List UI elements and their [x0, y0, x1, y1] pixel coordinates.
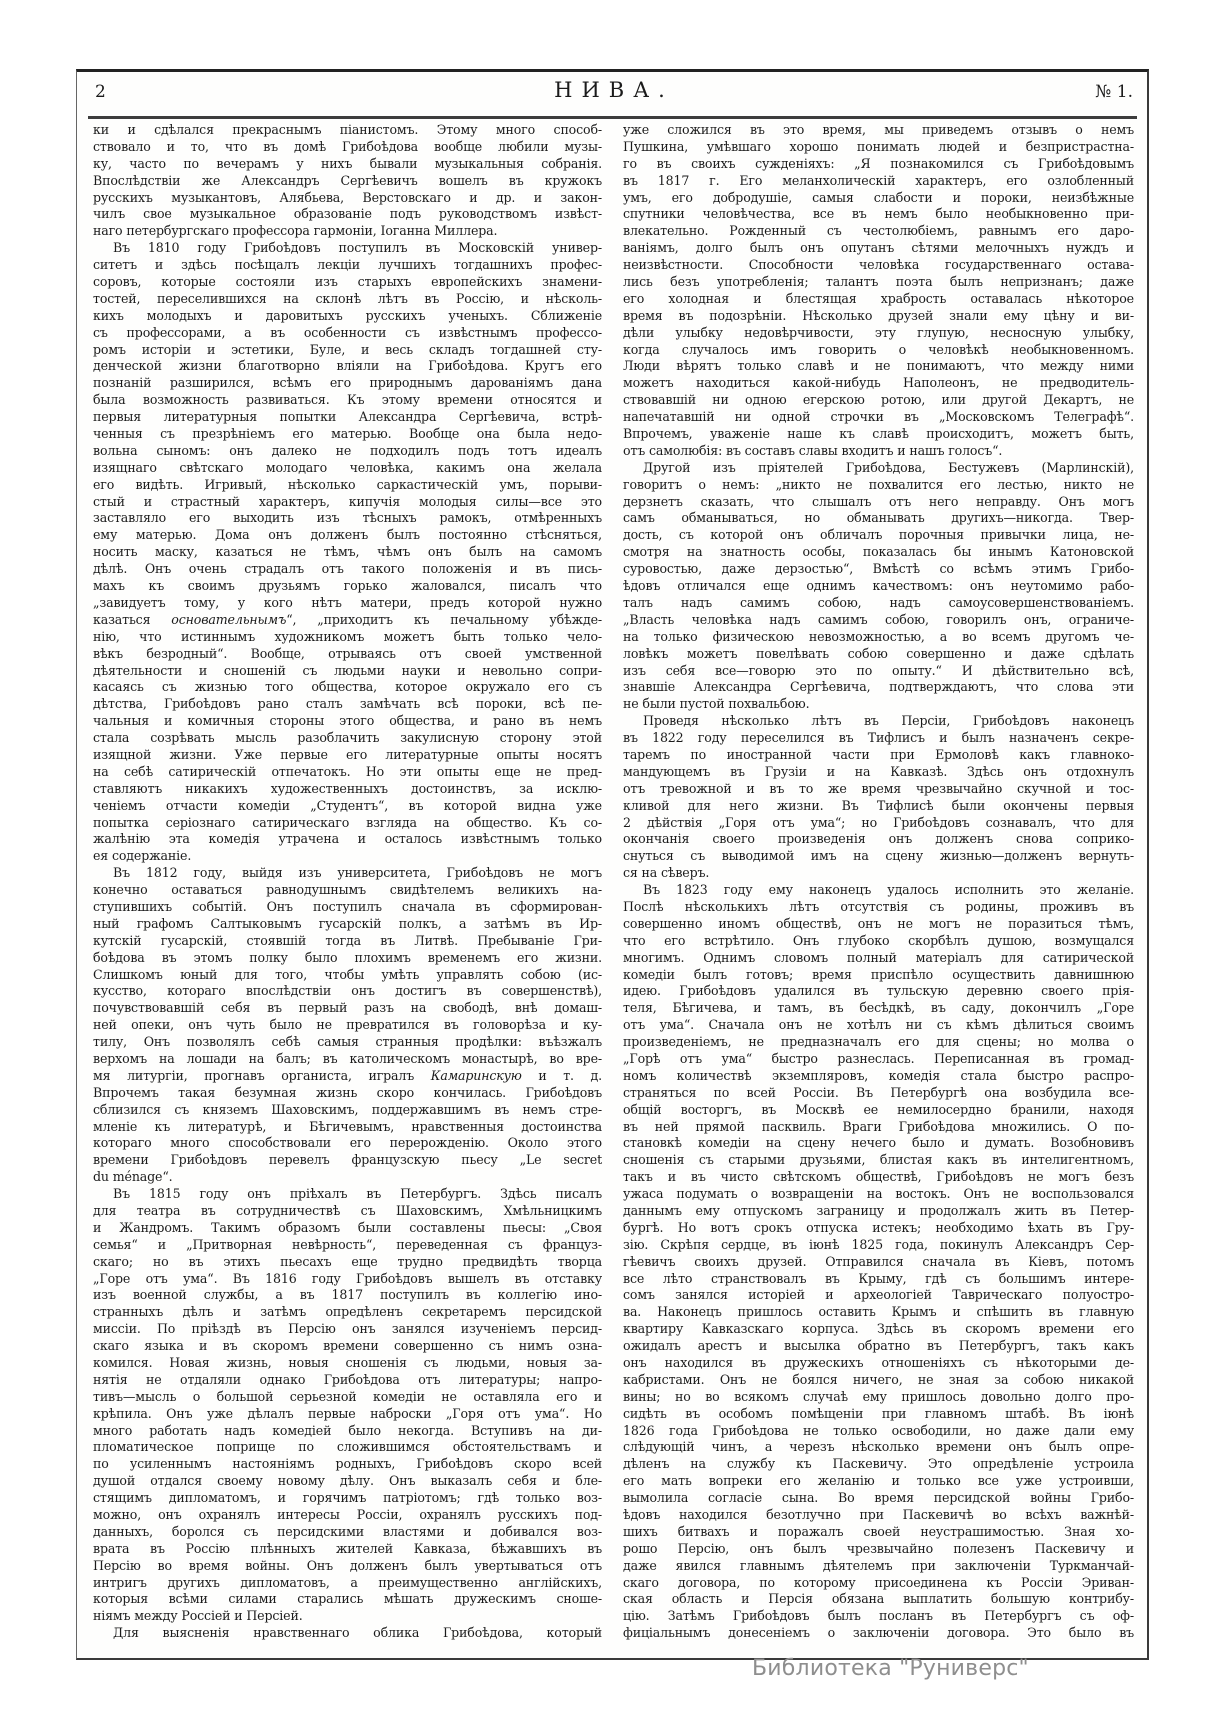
- text-line: сомъ занялся исторіей и археологіей Таврическаго полуостро-: [623, 1287, 1134, 1303]
- text-line: денческой жизни благотворно вліяли на Грибоѣдова. Кругъ его: [93, 358, 602, 374]
- text-line: шихъ битвахъ и поражалъ своей неустрашимостью. Зная хо-: [623, 1523, 1134, 1539]
- text-line: произведеніемъ, не предназначалъ его для сцены; но молва о: [623, 1034, 1134, 1050]
- text-line: кутскій гусарскій, стоявшій тогда въ Литвѣ. Пребываніе Гри-: [93, 932, 602, 948]
- text-line: кабристами. Онъ не боялся ничего, не зная за собою никакой: [623, 1371, 1134, 1387]
- text-line: можетъ находиться какой-нибудь Наполеонъ, не предводитель-: [623, 375, 1134, 391]
- text-line: ожидалъ арестъ и высылка обратно въ Петербургъ, такъ какъ: [623, 1338, 1134, 1354]
- text-line: ся на сѣверъ.: [623, 865, 710, 881]
- header-rule: [88, 116, 1137, 119]
- text-line: его мать вопреки его желанію и только все уже устроивши,: [623, 1473, 1134, 1489]
- text-line: суровостью, даже дерзостью“, Вмѣстѣ со всѣмъ этимъ Грибо-: [623, 561, 1134, 577]
- text-line: на себѣ сатирическій отпечатокъ. Но эти опыты еще не пред-: [93, 763, 602, 779]
- text-line: вольна сыномъ: онъ далеко не подходилъ подъ тотъ идеалъ: [93, 442, 602, 458]
- text-line: дость, съ которой онъ обличалъ порочныя привычки лица, не-: [623, 527, 1134, 543]
- text-line: миссіи. По пріѣздѣ въ Персію онъ занялся изученіемъ персид-: [93, 1321, 602, 1337]
- text-line: Персію во время войны. Онъ долженъ былъ увертываться отъ: [93, 1557, 602, 1573]
- text-line: Въ 1815 году онъ пріѣхалъ въ Петербургъ. Здѣсь писалъ: [113, 1186, 602, 1202]
- text-line: изъ себя все—говорю это по опыту.“ И дѣйствительно всѣ,: [623, 662, 1134, 678]
- text-line: спутники человѣчества, все въ немъ было необыкновенно при-: [623, 206, 1134, 222]
- text-line: вымолила согласіе сына. Во время персидской войны Грибо-: [623, 1490, 1134, 1506]
- text-line: рошо Персію, онъ былъ чрезвычайно полезенъ Паскевичу и: [623, 1540, 1134, 1556]
- text-line: бургѣ. Но вотъ срокъ отпуска истекъ; необходимо ѣхать въ Гру-: [623, 1219, 1134, 1235]
- text-line: чилъ свое музыкальное образованіе подъ руководствомъ извѣст-: [93, 206, 602, 222]
- text-line: почувствовавшій себя въ первый разъ на свободѣ, внѣ домаш-: [93, 1000, 602, 1016]
- text-line: дѣлѣ. Онъ очень страдалъ отъ такого положенія и въ пись-: [93, 561, 602, 577]
- text-line: гѣевичъ своихъ друзей. Отправился сначала въ Кіевъ, потомъ: [623, 1253, 1134, 1269]
- text-line: его видѣть. Игривый, нѣсколько саркастическій умъ, порыви-: [93, 476, 602, 492]
- text-line: познаній разширился, всѣмъ его природнымъ дарованіямъ дана: [93, 375, 602, 391]
- text-line: многимъ. Однимъ словомъ полный матеріалъ для сатирической: [623, 949, 1134, 965]
- text-line: лись безъ употребленія; талантъ поэта былъ непризнанъ; даже: [623, 274, 1134, 290]
- text-line: тивъ—мысль о большой серьезной комедіи не оставляла его и: [93, 1388, 602, 1404]
- text-line: напечатавшій ни одной строчки въ „Московскомъ Телеграфѣ“.: [623, 409, 1134, 425]
- text-line: попытка серіознаго сатирическаго взгляда на общество. Къ со-: [93, 814, 602, 830]
- text-line: время въ подозрѣніи. Нѣсколько друзей знали ему цѣну и ви-: [623, 307, 1134, 323]
- text-line: ку, часто по вечерамъ у нихъ бывали музыкальныя собранія.: [93, 155, 602, 171]
- text-line: въ ней прямой пасквиль. Враги Грибоѣдова множились. О по-: [623, 1118, 1134, 1134]
- text-line: кусство, котораго впослѣдствіи онъ достигъ въ совершенствѣ),: [93, 983, 602, 999]
- text-line: касаясь съ жизнью того общества, которое окружало его съ: [93, 679, 602, 695]
- text-line: квартиру Кавказскаго корпуса. Здѣсь въ скоромъ времени его: [623, 1321, 1134, 1337]
- text-line: первыя литературныя попытки Александра Сергѣевича, встрѣ-: [93, 409, 602, 425]
- text-line: верхомъ на лошади на балъ; въ католическомъ монастырѣ, во вре-: [93, 1050, 602, 1066]
- text-line: „Горе отъ ума“. Въ 1816 году Грибоѣдовъ вышелъ въ отставку: [93, 1270, 602, 1286]
- text-line: что его встрѣтило. Онъ глубоко скорбѣлъ душою, возмущался: [623, 932, 1134, 948]
- text-line: фиціальнымъ донесеніемъ о заключеніи договора. Это было въ: [623, 1625, 1134, 1641]
- text-line: душой отдался своему новому дѣлу. Онъ выказалъ себя и бле-: [93, 1473, 602, 1489]
- text-line: была возможность развиваться. Къ этому времени относятся и: [93, 392, 602, 408]
- text-line: сидѣть въ особомъ помѣщеніи при главномъ штабѣ. Въ іюнѣ: [623, 1405, 1134, 1421]
- text-line: умъ, его добродушіе, самыя слабости и пороки, неизбѣжные: [623, 189, 1134, 205]
- text-line: ніямъ между Россіей и Персіей.: [93, 1608, 303, 1624]
- text-line: казаться основательнымъ“, „приходитъ къ печальному убѣжде-: [93, 611, 602, 627]
- text-line: пломатическое поприще по сложившимся обстоятельствамъ и: [93, 1439, 602, 1455]
- text-line: махъ къ своимъ друзьямъ горько жаловался, писалъ что: [93, 578, 602, 594]
- text-line: ченіемъ отчасти комедіи „Студентъ“, въ которой видна уже: [93, 797, 602, 813]
- text-line: даннымъ ему отпускомъ заграницу и продолжалъ жить въ Петер-: [623, 1203, 1134, 1218]
- magazine-title: НИВА.: [554, 78, 674, 102]
- text-line: отъ тревожной и въ то же время чрезвычайно скучной и тос-: [623, 780, 1134, 796]
- text-line: талъ надъ самимъ собою, надъ самоусовершенствованіемъ.: [623, 594, 1134, 610]
- text-line: сблизился съ княземъ Шаховскимъ, поддержавшимъ въ немъ стре-: [93, 1101, 602, 1117]
- text-line: дѣтства, Грибоѣдовъ рано сталъ замѣчать всѣ пороки, всѣ пе-: [93, 696, 602, 712]
- text-line: данныхъ, боролся съ персидскими властями и добивался воз-: [93, 1523, 602, 1539]
- text-line: становкѣ комедіи на сцену нечего было и думать. Возобновивъ: [623, 1135, 1134, 1151]
- text-line: не были пустой похвальбою.: [623, 696, 810, 712]
- text-line: слѣдующій чинъ, а черезъ нѣсколько времени онъ былъ опре-: [623, 1439, 1134, 1455]
- text-line: Впослѣдствіи же Александръ Сергѣевичъ вошелъ въ кружокъ: [93, 172, 602, 188]
- text-line: дѣленъ на службу къ Паскевичу. Это опредѣленіе устроила: [623, 1456, 1134, 1472]
- text-line: комился. Новая жизнь, новыя сношенія съ людьми, новыя за-: [93, 1355, 602, 1371]
- text-line: ченныя съ презрѣніемъ его матерью. Вообще она была недо-: [93, 426, 602, 442]
- text-line: для театра въ сотрудничествѣ съ Шаховскимъ, Хмѣльницкимъ: [93, 1203, 602, 1218]
- text-line: по усиленнымъ настояніямъ родныхъ, Грибоѣдовъ скоро всей: [93, 1456, 602, 1472]
- text-line: дѣятельности и сношеній съ людьми науки и невольно сопри-: [93, 662, 602, 678]
- text-line: крѣпила. Онъ уже дѣлалъ первые наброски „Горя отъ ума“. Но: [93, 1405, 602, 1421]
- text-line: уже сложился въ это время, мы приведемъ отзывъ о немъ: [623, 122, 1134, 137]
- text-line: много работать надъ комедіей было некогда. Вступивъ на ди-: [93, 1422, 602, 1438]
- text-line: интригъ другихъ дипломатовъ, а преимущественно англійскихъ,: [93, 1574, 602, 1590]
- text-line: ствовало и то, что въ домѣ Грибоѣдова вообще любили музы-: [93, 138, 602, 154]
- page-number: 2: [95, 82, 106, 102]
- text-line: ѣдовъ отличался еще однимъ качествомъ: онъ неутомимо рабо-: [623, 578, 1134, 594]
- text-line: ужаса подумать о возвращеніи на востокъ. Онъ не воспользовался: [623, 1186, 1134, 1202]
- text-line: неизвѣстности. Способности человѣка государственнаго остава-: [623, 257, 1134, 273]
- text-line: цію. Затѣмъ Грибоѣдовъ былъ посланъ въ Петербургъ съ оф-: [623, 1608, 1134, 1624]
- text-line: Въ 1810 году Грибоѣдовъ поступилъ въ Московскій универ-: [113, 240, 602, 256]
- text-line: знавшіе Александра Сергѣевича, подтверждаютъ, что слова эти: [623, 679, 1134, 695]
- text-line: „Власть человѣка надъ самимъ собою, говорилъ онъ, ограниче-: [623, 611, 1134, 627]
- text-line: скаго языка и въ скоромъ времени совершенно съ нимъ озна-: [93, 1338, 602, 1354]
- text-line: Впрочемъ, уваженіе наше къ славѣ происходитъ, можетъ быть,: [623, 426, 1134, 442]
- library-watermark: Библиотека "Руниверс": [752, 1656, 1029, 1681]
- text-line: сношенія съ старыми друзьями, блистая какъ въ интелигентномъ,: [623, 1152, 1134, 1168]
- text-line: снуться съ выводимой имъ на сцену жизнью—долженъ вернуть-: [623, 848, 1134, 864]
- text-line: зію. Скрѣпя сердце, въ іюнѣ 1825 года, покинулъ Александръ Сер-: [623, 1236, 1134, 1252]
- text-line: мя литургіи, прогнавъ органиста, игралъ Камаринскую и т. д.: [93, 1067, 602, 1083]
- text-line: „завидуетъ тому, у кого нѣтъ матери, предъ которой нужно: [93, 594, 602, 610]
- text-line: теля, Бѣгичева, и тамъ, въ бесѣдкѣ, въ саду, докончилъ „Горе: [623, 1000, 1134, 1016]
- text-line: дерзнетъ сказать, что слышалъ отъ него неправду. Онъ могъ: [623, 493, 1134, 509]
- text-line: дѣли улыбку недовѣрчивости, эту глупую, несносную улыбку,: [623, 324, 1134, 340]
- text-line: изящной жизни. Уже первые его литературные опыты носятъ: [93, 746, 602, 762]
- text-line: Слишкомъ юный для того, чтобы умѣть управлять собою (ис-: [93, 966, 602, 982]
- text-line: Люди вѣрятъ только славѣ и не понимаютъ, что между ними: [623, 358, 1134, 374]
- text-line: ва. Наконецъ пришлось оставить Крымъ и спѣшить въ главную: [623, 1304, 1134, 1320]
- text-line: когда случалось имъ говорить о человѣкѣ необыкновенномъ.: [623, 341, 1134, 357]
- text-line: изъ военной службы, а въ 1817 поступилъ въ коллегію ино-: [93, 1287, 602, 1303]
- page-header: [95, 78, 1133, 102]
- text-line: du ménage“.: [93, 1169, 173, 1185]
- text-line: Послѣ нѣсколькихъ лѣтъ отсутствія съ родины, проживъ въ: [623, 898, 1134, 914]
- text-line: даже явился главнымъ дѣятелемъ при заключеніи Туркманчай-: [623, 1557, 1134, 1573]
- text-line: соровъ, которые состояли изъ старыхъ европейскихъ знамени-: [93, 274, 602, 290]
- text-line: ская область и Персія обязана выплатить большую контрибу-: [623, 1591, 1134, 1607]
- text-line: и Жандромъ. Такимъ образомъ были составлены пьесы: „Своя: [93, 1219, 602, 1235]
- text-line: въ 1817 г. Его меланхолическій характеръ, его озлобленный: [623, 172, 1134, 188]
- text-line: мандующемъ въ Грузіи и на Кавказѣ. Здѣсь онъ отдохнулъ: [623, 763, 1134, 779]
- text-line: его холодная и блестящая храбрость оставалась нѣкоторое: [623, 290, 1134, 306]
- page-border-frame: [76, 69, 1149, 1660]
- text-line: нію, что истиннымъ художникомъ можетъ быть только чело-: [93, 628, 602, 644]
- text-line: ромъ исторіи и эстетики, Буле, и весь складъ тогдашней сту-: [93, 341, 602, 357]
- text-line: окончанія своего произведенія онъ долженъ снова соприко-: [623, 831, 1134, 847]
- text-line: Другой изъ пріятелей Грибоѣдова, Бестужевъ (Марлинскій),: [643, 459, 1134, 475]
- text-line: идею. Грибоѣдовъ удалился въ тульскую деревню своего прія-: [623, 983, 1134, 999]
- text-line: изящнаго свѣтскаго молодаго человѣка, какимъ она желала: [93, 459, 602, 475]
- text-line: чальныя и комичныя стороны этого общества, и рано въ немъ: [93, 713, 602, 729]
- text-line: такъ и въ чисто свѣтскомъ обществѣ, Грибоѣдовъ не могъ безъ: [623, 1169, 1134, 1185]
- text-line: влекательно. Рожденный съ честолюбіемъ, равнымъ его даро-: [623, 223, 1134, 239]
- text-line: ваніямъ, долго былъ онъ опутанъ сѣтями мелочныхъ нуждъ и: [623, 240, 1134, 256]
- text-line: ный графомъ Салтыковымъ гусарскій полкъ, а затѣмъ въ Ир-: [93, 915, 602, 931]
- text-line: все лѣто странствовалъ въ Крыму, гдѣ съ большимъ интере-: [623, 1270, 1134, 1286]
- text-line: которыя всѣми силами старались мѣшать дружескимъ сноше-: [93, 1591, 602, 1607]
- text-line: ставляютъ никакихъ художественныхъ достоинствъ, за исклю-: [93, 780, 602, 796]
- text-line: Въ 1812 году, выйдя изъ университета, Грибоѣдовъ не могъ: [113, 865, 602, 881]
- text-line: онъ находился въ дружескихъ отношеніяхъ съ нѣкоторыми де-: [623, 1355, 1134, 1371]
- text-line: ея содержаніе.: [93, 848, 192, 864]
- text-line: странныхъ дѣлъ и затѣмъ опредѣленъ секретаремъ персидской: [93, 1304, 602, 1320]
- text-line: Проведя нѣсколько лѣтъ въ Персіи, Грибоѣдовъ наконецъ: [643, 713, 1134, 729]
- text-line: скаго договора, по которому присоединена къ Россіи Эриван-: [623, 1574, 1134, 1590]
- text-line: совершенно иномъ обществѣ, онъ не могъ не поразиться тѣмъ,: [623, 915, 1134, 931]
- text-line: конечно оставаться равнодушнымъ свидѣтелемъ великихъ на-: [93, 882, 602, 898]
- text-line: стый и страстный характеръ, кипучія молодыя силы—все это: [93, 493, 602, 509]
- text-line: ситетъ и здѣсь посѣщалъ лекціи лучшихъ тогдашнихъ профес-: [93, 257, 602, 273]
- text-line: Для выясненія нравственнаго облика Грибоѣдова, который: [113, 1625, 602, 1641]
- issue-number: № 1.: [1095, 82, 1133, 102]
- text-line: говоритъ о немъ: „никто не похвалится его лестью, никто не: [623, 476, 1134, 492]
- text-line: времени Грибоѣдовъ перевелъ французскую пьесу „Le secret: [93, 1152, 602, 1168]
- text-line: на только физическою невозможностью, а во всемъ другомъ че-: [623, 628, 1134, 644]
- text-column-right: [623, 122, 1134, 1642]
- text-line: отъ ума“. Сначала онъ не хотѣлъ ни съ кѣмъ дѣлиться своимъ: [623, 1017, 1134, 1033]
- text-line: тостей, переселившихся на склонѣ лѣтъ въ Россію, и нѣсколь-: [93, 290, 602, 306]
- text-line: ствовавшій ни одною егерскою ротою, или другой Декартъ, не: [623, 392, 1134, 408]
- text-line: кихъ молодыхъ и даровитыхъ русскихъ ученыхъ. Сближеніе: [93, 307, 602, 323]
- text-column-left: [93, 122, 602, 1642]
- text-line: общій восторгъ, въ Москвѣ ее немилосердно бранили, находя: [623, 1101, 1134, 1117]
- text-line: мленіе къ литературѣ, и Бѣгичевымъ, нравственныя достоинства: [93, 1118, 602, 1134]
- text-line: ней опеки, онъ чуть было не превратился въ головорѣза и ку-: [93, 1017, 602, 1033]
- text-line: заставляло его выходить изъ тѣсныхъ рамокъ, отмѣренныхъ: [93, 510, 602, 526]
- text-line: наго петербургскаго профессора гармоніи, Іоганна Миллера.: [93, 223, 498, 239]
- text-line: го въ своихъ сужденіяхъ: „Я познакомился съ Грибоѣдовымъ: [623, 155, 1134, 171]
- text-line: вины; но во всякомъ случаѣ ему пришлось довольно долго про-: [623, 1388, 1134, 1404]
- text-line: смотря на знатность особы, показалась бы инымъ Катоновской: [623, 544, 1134, 560]
- text-line: 2 дѣйствія „Горя отъ ума“; но Грибоѣдовъ сознавалъ, что для: [623, 814, 1134, 830]
- text-line: семья“ и „Притворная невѣрность“, переведенная съ француз-: [93, 1236, 602, 1252]
- text-line: врата въ Россію плѣнныхъ жителей Кавказа, бѣжавшихъ въ: [93, 1540, 602, 1556]
- text-line: вѣкъ безродный“. Вообще, отрываясь отъ своей умственной: [93, 645, 602, 661]
- text-line: жалѣнію эта комедія утрачена и осталось извѣстнымъ только: [93, 831, 602, 847]
- text-line: 1826 года Грибоѣдова не только освободили, но даже дали ему: [623, 1422, 1134, 1438]
- text-line: комедіи былъ готовъ; время приспѣло осуществить давнишнюю: [623, 966, 1134, 982]
- text-line: ловѣкъ можетъ повелѣвать собою совершенно и даже сдѣлать: [623, 645, 1134, 661]
- text-line: таремъ по иностранной части при Ермоловѣ какъ главноко-: [623, 746, 1134, 762]
- text-line: носить маску, казаться не тѣмъ, чѣмъ онъ былъ на самомъ: [93, 544, 602, 560]
- text-line: „Горѣ отъ ума“ быстро разнеслась. Переписанная въ громад-: [623, 1050, 1134, 1066]
- text-line: съ профессорами, а въ особенности съ извѣстнымъ профессо-: [93, 324, 602, 340]
- text-line: ки и сдѣлался прекраснымъ піанистомъ. Этому много способ-: [93, 122, 602, 137]
- text-line: русскихъ музыкантовъ, Алябьева, Верстовскаго и др. и закон-: [93, 189, 602, 205]
- text-line: можно, онъ охранялъ интересы Россіи, охранялъ русскихъ под-: [93, 1507, 602, 1523]
- text-line: Пушкина, умѣвшаго хорошо понимать людей и безпристрастна-: [623, 138, 1134, 154]
- text-line: самъ обманываться, но обманывать другихъ—никогда. Твер-: [623, 510, 1134, 526]
- text-line: ему матерью. Дома онъ долженъ былъ постоянно стѣсняться,: [93, 527, 602, 543]
- text-line: номъ количествѣ экземпляровъ, комедія стала быстро распро-: [623, 1067, 1134, 1083]
- text-line: нятія не отдаляли однако Грибоѣдова отъ литературы; напро-: [93, 1371, 602, 1387]
- text-line: кливой для него жизни. Въ Тифлисѣ были окончены первыя: [623, 797, 1134, 813]
- text-line: боѣдова въ этомъ полку было плохимъ временемъ его жизни.: [93, 949, 602, 965]
- text-line: стящимъ дипломатомъ, и горячимъ патріотомъ; гдѣ только воз-: [93, 1490, 602, 1506]
- text-line: тилу, Онъ позволялъ себѣ самыя странныя продѣлки: въѣзжалъ: [93, 1034, 602, 1050]
- text-line: котораго много способствовали его перерожденію. Около этого: [93, 1135, 602, 1151]
- text-line: ѣдовъ находился безотлучно при Паскевичѣ во всѣхъ важнѣй-: [623, 1507, 1134, 1523]
- text-line: Въ 1823 году ему наконецъ удалось исполнить это желаніе.: [643, 882, 1134, 898]
- text-line: ступившихъ событій. Онъ поступилъ сначала въ сформирован-: [93, 898, 602, 914]
- text-line: скаго; но въ этихъ пьесахъ еще трудно предвидѣть творца: [93, 1253, 602, 1269]
- text-line: страняться по всей Россіи. Въ Петербургѣ она возбудила все-: [623, 1084, 1134, 1100]
- text-line: въ 1822 году переселился въ Тифлисъ и былъ назначенъ секре-: [623, 730, 1134, 746]
- text-line: стала созрѣвать мысль разоблачить закулисную сторону этой: [93, 730, 602, 746]
- text-line: Впрочемъ такая безумная жизнь скоро кончилась. Грибоѣдовъ: [93, 1084, 602, 1100]
- text-line: отъ самолюбія: въ составъ славы входитъ и нашъ голосъ“.: [623, 442, 1003, 458]
